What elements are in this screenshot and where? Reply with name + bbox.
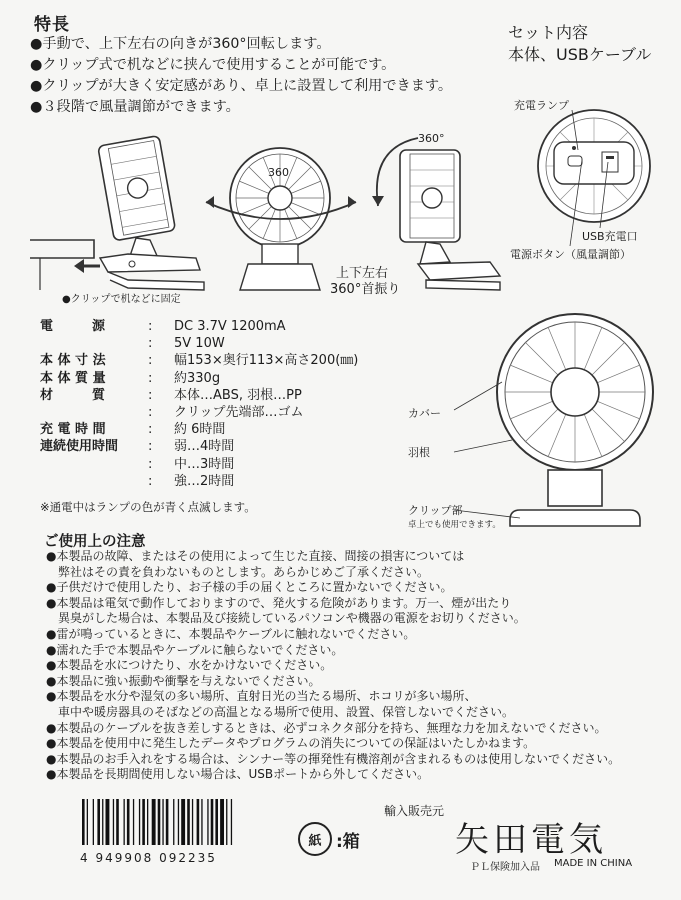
spec-row: : 中…3時間 xyxy=(148,456,235,472)
barcode xyxy=(80,799,290,845)
set-contents-value: 本体、USBケーブル xyxy=(508,45,652,64)
caution-line: ●濡れた手で本製品やケーブルに触らないでください。 xyxy=(46,642,344,657)
brand-name: 矢田電気 xyxy=(455,820,607,860)
barcode-bar xyxy=(158,799,161,845)
caution-line: 異臭がした場合は、本製品及び接続しているパソコンや機器の電源をお切りください。 xyxy=(46,611,526,626)
importer-label: 輸入販売元 xyxy=(384,804,445,818)
barcode-bar xyxy=(133,799,134,845)
barcode-bar xyxy=(192,799,193,845)
charge-lamp-label: 充電ランプ xyxy=(514,99,569,112)
spec-row: 本 体 質 量 : 約330g xyxy=(40,370,221,386)
clip-note: ●クリップで机などに固定 xyxy=(62,294,181,305)
caution-title: ご使用上の注意 xyxy=(44,534,146,550)
barcode-bar xyxy=(82,799,85,845)
spec-row: : クリップ先端部…ゴム xyxy=(148,405,304,421)
barcode-bar xyxy=(207,799,208,845)
spec-row: 本 体 寸 法 : 幅153×奥行113×高さ200(㎜) xyxy=(40,353,359,369)
spec-row: : 強…2時間 xyxy=(148,473,235,489)
barcode-bar xyxy=(197,799,200,845)
barcode-bar xyxy=(97,799,100,845)
back-leader-lines xyxy=(520,100,640,250)
caution-line: ●子供だけで使用したり、お子様の手の届くところに置かないでください。 xyxy=(46,580,453,595)
clip-fan-side-illustration xyxy=(28,130,208,302)
barcode-bar xyxy=(215,799,218,845)
usb-port-label: USB充電口 xyxy=(582,230,638,243)
feature-item: ●３段階で風量調節ができます。 xyxy=(30,99,240,115)
caution-line: ●本製品を使用中に発生したデータやプログラムの消失についての保証はいたしかねます。 xyxy=(46,736,536,751)
barcode-bar xyxy=(142,799,145,845)
clip-label: クリップ部 xyxy=(408,504,463,517)
spec-row: 電 源 : DC 3.7V 1200mA xyxy=(40,319,286,334)
spec-row: 充 電 時 間 : 約 6時間 xyxy=(40,422,226,438)
features-list xyxy=(30,34,452,118)
caution-line: ●本製品の故障、またはその使用によって生じた直接、間接の損害については xyxy=(46,549,465,563)
spec-row: 材 質 : 本体…ABS, 羽根…PP xyxy=(40,387,302,403)
barcode-bar xyxy=(124,799,125,845)
caution-line: ●本製品は電気で動作しておりますので、発火する危険があります。万一、煙が出たり xyxy=(46,595,512,610)
feature-item: ●手動で、上下左右の向きが360°回転します。 xyxy=(30,36,331,52)
blade-label: 羽根 xyxy=(408,446,430,459)
barcode-bar xyxy=(187,799,190,845)
barcode-bar xyxy=(162,799,163,845)
rotation-degree-label: 360 xyxy=(268,166,289,179)
barcode-bar xyxy=(116,799,119,845)
rotate-label-2: 360°首振り xyxy=(330,282,401,297)
caution-line: ●本製品を長期間使用しない場合は、USBポートから外してください。 xyxy=(46,767,430,782)
barcode-bar xyxy=(211,799,214,845)
barcode-bar xyxy=(127,799,130,845)
set-contents-title: セット内容 xyxy=(508,23,589,42)
barcode-bar xyxy=(166,799,169,845)
barcode-bar xyxy=(102,799,103,845)
pl-insurance-text: ＰＬ保険加入品 xyxy=(470,862,540,873)
tilt-degree-label: 360° xyxy=(418,132,445,145)
barcode-bar xyxy=(231,799,232,845)
barcode-bar xyxy=(87,799,88,845)
feature-item: ●クリップが大きく安定感があり、卓上に設置して利用できます。 xyxy=(30,78,453,94)
barcode-bar xyxy=(147,799,148,845)
barcode-bar xyxy=(173,799,174,845)
spec-row: 連続使用時間 : 弱…4時間 xyxy=(40,439,235,455)
spec-row: : 5V 10W xyxy=(148,336,225,352)
barcode-bar xyxy=(201,799,202,845)
barcode-bar xyxy=(93,799,94,845)
caution-line: ●本製品のケーブルを抜き差しするときは、必ずコネクタ部分を持ち、無理な力を加えないでください。 xyxy=(46,720,607,735)
feature-item: ●クリップ式で机などに挟んで使用することが可能です。 xyxy=(30,57,396,73)
caution-line: ●本製品のお手入れをする場合は、シンナー等の揮発性有機溶剤が含まれるものは使用しないでください。 xyxy=(46,751,621,766)
power-button-label: 電源ボタン（風量調節） xyxy=(510,248,631,261)
barcode-bar xyxy=(220,799,224,845)
parts-leader-lines xyxy=(440,380,540,530)
cover-label: カバー xyxy=(408,407,441,420)
barcode-bar xyxy=(139,799,140,845)
barcode-bar xyxy=(181,799,185,845)
barcode-bar xyxy=(113,799,114,845)
caution-line: ●本製品を水につけたり、水をかけないでください。 xyxy=(46,658,333,673)
barcode-bar xyxy=(106,799,110,845)
caution-list xyxy=(46,549,620,783)
set-contents xyxy=(508,22,651,66)
specifications xyxy=(40,318,358,490)
caution-line: ●本製品に強い振動や衝撃を与えないでください。 xyxy=(46,673,321,688)
features-title: 特長 xyxy=(34,15,70,35)
recycle-text: :箱 xyxy=(336,831,360,852)
rotate-label-1: 上下左右 xyxy=(336,266,389,281)
barcode-bar xyxy=(226,799,227,845)
recycle-paper-mark xyxy=(298,822,360,856)
barcode-number: 4 949908 092235 xyxy=(80,851,217,865)
caution-line: 弊社はその責を負わないものとします。あらかじめご了承ください。 xyxy=(46,564,430,579)
caution-line: ●本製品を水分や湿気の多い場所、直射日光の当たる場所、ホコリが多い場所、 xyxy=(46,689,477,704)
clip-sub-label: 卓上でも使用できます。 xyxy=(408,520,501,530)
made-in-text: MADE IN CHINA xyxy=(554,858,633,869)
lamp-note: ※通電中はランプの色が青く点滅します。 xyxy=(40,500,256,514)
recycle-icon: 紙 xyxy=(298,822,332,856)
barcode-bar xyxy=(178,799,179,845)
caution-line: 車中や暖房器具のそばなどの高温となる場所で使用、設置、保管しないでください。 xyxy=(46,704,515,719)
barcode-bar xyxy=(152,799,156,845)
caution-line: ●雷が鳴っているときに、本製品やケーブルに触れないでください。 xyxy=(46,626,416,641)
